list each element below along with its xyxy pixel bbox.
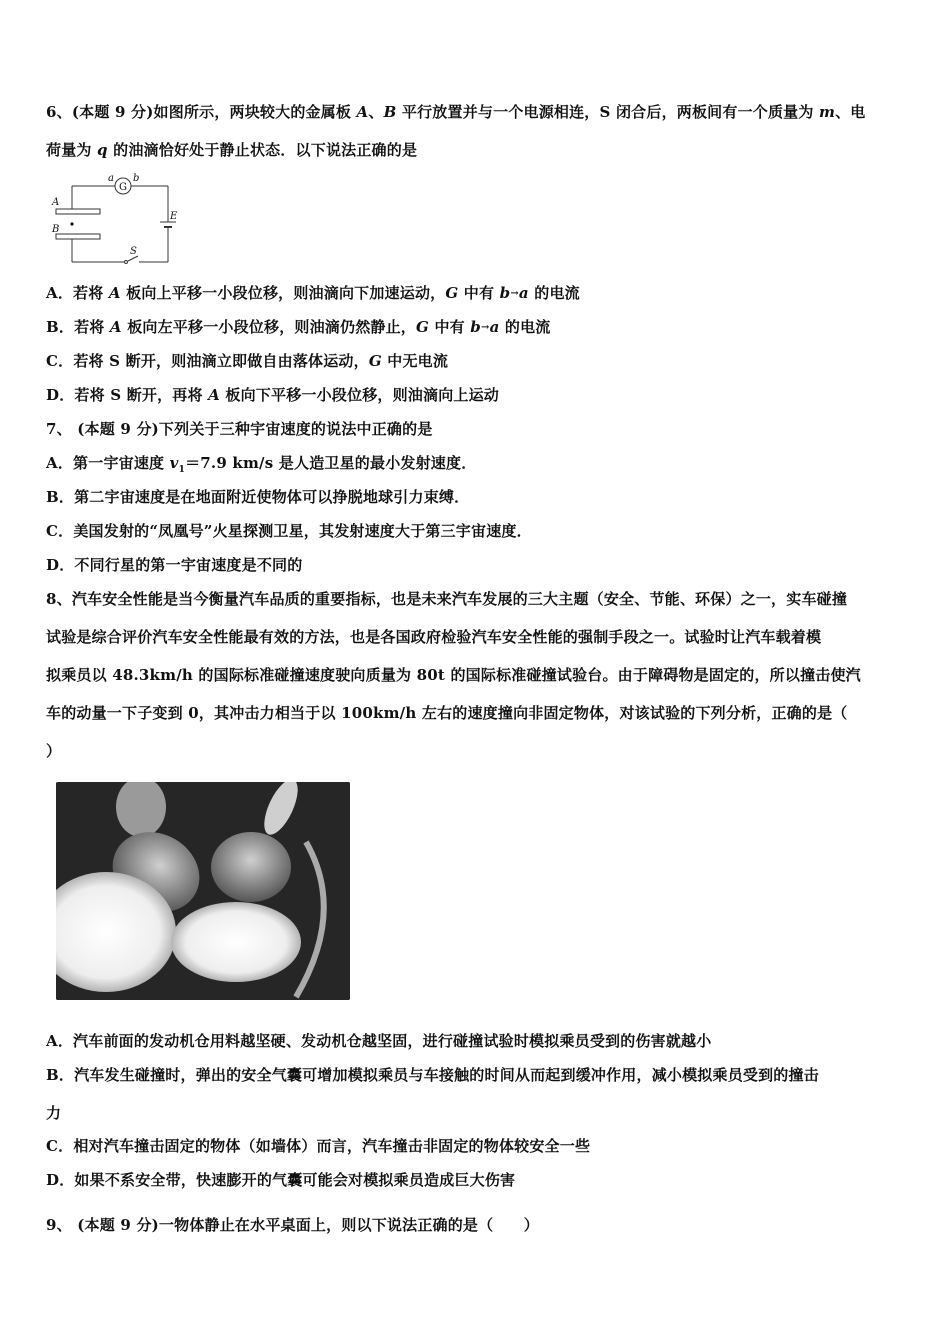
- arrow-icon: →: [510, 288, 519, 299]
- q6-stem-line1: [46, 102, 865, 122]
- text: 平行放置并与一个电源相连，S 闭合后，两板间有一个质量为: [396, 103, 819, 121]
- text: 汽车前面的发动机仓用料越坚硬、发动机仓越坚固，进行碰撞试验时模拟乘员受到的伤害就越小: [73, 1032, 712, 1050]
- text: 、电: [835, 103, 866, 121]
- symbol: A: [208, 386, 220, 404]
- q6-option-c: [46, 351, 448, 371]
- q8-option-d: [46, 1170, 515, 1190]
- q7-option-c: [46, 521, 532, 541]
- text: 相对汽车撞击固定的物体（如墙体）而言，汽车撞击非固定的物体较安全一些: [73, 1137, 591, 1155]
- crash-test-photo: [56, 782, 350, 1000]
- q8-option-b: [46, 1065, 819, 1085]
- symbol: b: [499, 284, 511, 302]
- symbol: G: [368, 352, 382, 370]
- q8-stem-line5: ）: [46, 742, 62, 760]
- text: 若将: [74, 318, 110, 336]
- plate-b-label: B: [52, 224, 60, 235]
- option-letter: A．: [46, 1032, 74, 1050]
- text: 板向左平移一小段位移，则油滴仍然静止，: [121, 318, 416, 336]
- q7-option-b: [46, 487, 469, 507]
- q7-stem: 7、 (本题 9 分)下列关于三种宇宙速度的说法中正确的是: [46, 420, 433, 438]
- option-letter: C．: [46, 1137, 74, 1155]
- subscript: 1: [178, 465, 186, 475]
- text: 中有: [458, 284, 500, 302]
- option-letter: A．: [46, 454, 74, 472]
- option-letter: D．: [46, 1171, 75, 1189]
- circuit-diagram: [48, 172, 184, 268]
- text: 的电流: [499, 318, 551, 336]
- option-letter: A．: [46, 284, 74, 302]
- switch-label: S: [130, 246, 137, 257]
- text: 的油滴恰好处于静止状态．以下说法正确的是: [107, 141, 418, 159]
- symbol-m: m: [819, 103, 836, 121]
- option-letter: D．: [46, 556, 75, 574]
- q8-stem-line1: 8、汽车安全性能是当今衡量汽车品质的重要指标，也是未来汽车发展的三大主题（安全、节能、环保）之一，实车碰撞: [46, 590, 848, 608]
- q6-option-d: [46, 385, 499, 405]
- q7-option-a: [46, 453, 476, 480]
- q8-option-c: [46, 1136, 590, 1156]
- symbol: a: [518, 284, 529, 302]
- q6-option-b: [46, 317, 551, 338]
- text: 的电流: [528, 284, 580, 302]
- symbol-a: A: [356, 103, 369, 121]
- q7-option-d: [46, 555, 302, 575]
- q6-stem-line2: [46, 140, 417, 160]
- terminal-a-label: a: [108, 173, 114, 184]
- q8-stem-line3: 拟乘员以 48.3km/h 的国际标准碰撞速度驶向质量为 80t 的国际标准碰撞试验台。由于障碍物是固定的，所以撞击使汽: [46, 666, 861, 684]
- q8-stem-line4: 车的动量一下子变到 0，其冲击力相当于以 100km/h 左右的速度撞向非固定物体，对该试验的下列分析，正确的是（: [46, 704, 848, 722]
- arrow-icon: →: [480, 322, 490, 333]
- symbol: A: [108, 284, 121, 302]
- symbol-b: B: [383, 103, 397, 121]
- option-letter: B．: [46, 488, 75, 506]
- galvanometer-icon: G: [119, 182, 127, 193]
- text: 美国发射的“凤凰号”火星探测卫星，其发射速度大于第三宇宙速度．: [73, 522, 532, 540]
- q8-option-b-continuation: 力: [46, 1104, 62, 1122]
- option-letter: C．: [46, 352, 74, 370]
- symbol: a: [489, 318, 500, 336]
- symbol: G: [416, 318, 430, 336]
- symbol: G: [445, 284, 459, 302]
- text: 若将: [73, 284, 109, 302]
- text: 中有: [429, 318, 471, 336]
- option-letter: B．: [46, 1066, 75, 1084]
- text: 板向下平移一小段位移，则油滴向上运动: [219, 386, 499, 404]
- plate-a-label: A: [52, 197, 60, 208]
- option-letter: B．: [46, 318, 75, 336]
- q8-option-a: [46, 1031, 711, 1051]
- q6-option-a: [46, 283, 580, 304]
- text: 不同行星的第一宇宙速度是不同的: [74, 556, 303, 574]
- text: 第一宇宙速度: [73, 454, 170, 472]
- text: 若将 S 断开，再将: [74, 386, 209, 404]
- terminal-b-label: b: [133, 173, 140, 184]
- text: 板向上平移一小段位移，则油滴向下加速运动，: [120, 284, 446, 302]
- text: 若将 S 断开，则油滴立即做自由落体运动，: [73, 352, 369, 370]
- text: 第二宇宙速度是在地面附近使物体可以挣脱地球引力束缚．: [74, 488, 470, 506]
- text: 如果不系安全带，快速膨开的气囊可能会对模拟乘员造成巨大伤害: [74, 1171, 516, 1189]
- text: 、: [368, 103, 384, 121]
- text: ＝7.9 km/s 是人造卫星的最小发射速度．: [185, 454, 477, 472]
- symbol: b: [470, 318, 481, 336]
- text: 中无电流: [381, 352, 449, 370]
- text: 荷量为: [46, 141, 98, 159]
- option-letter: C．: [46, 522, 74, 540]
- battery-label: E: [170, 211, 178, 222]
- symbol: A: [109, 318, 122, 336]
- q8-stem-line2: 试验是综合评价汽车安全性能最有效的方法，也是各国政府检验汽车安全性能的强制手段之一。试验时让汽车载着模: [46, 628, 822, 646]
- option-letter: D．: [46, 386, 75, 404]
- text: 6、(本题 9 分)如图所示，两块较大的金属板: [46, 103, 357, 121]
- symbol-v: v: [169, 454, 179, 472]
- q9-stem: 9、 (本题 9 分)一物体静止在水平桌面上，则以下说法正确的是（ ）: [46, 1216, 539, 1234]
- symbol-q: q: [97, 141, 108, 159]
- text: 汽车发生碰撞时，弹出的安全气囊可增加模拟乘员与车接触的时间从而起到缓冲作用，减小模拟乘员受到的撞击: [74, 1066, 819, 1084]
